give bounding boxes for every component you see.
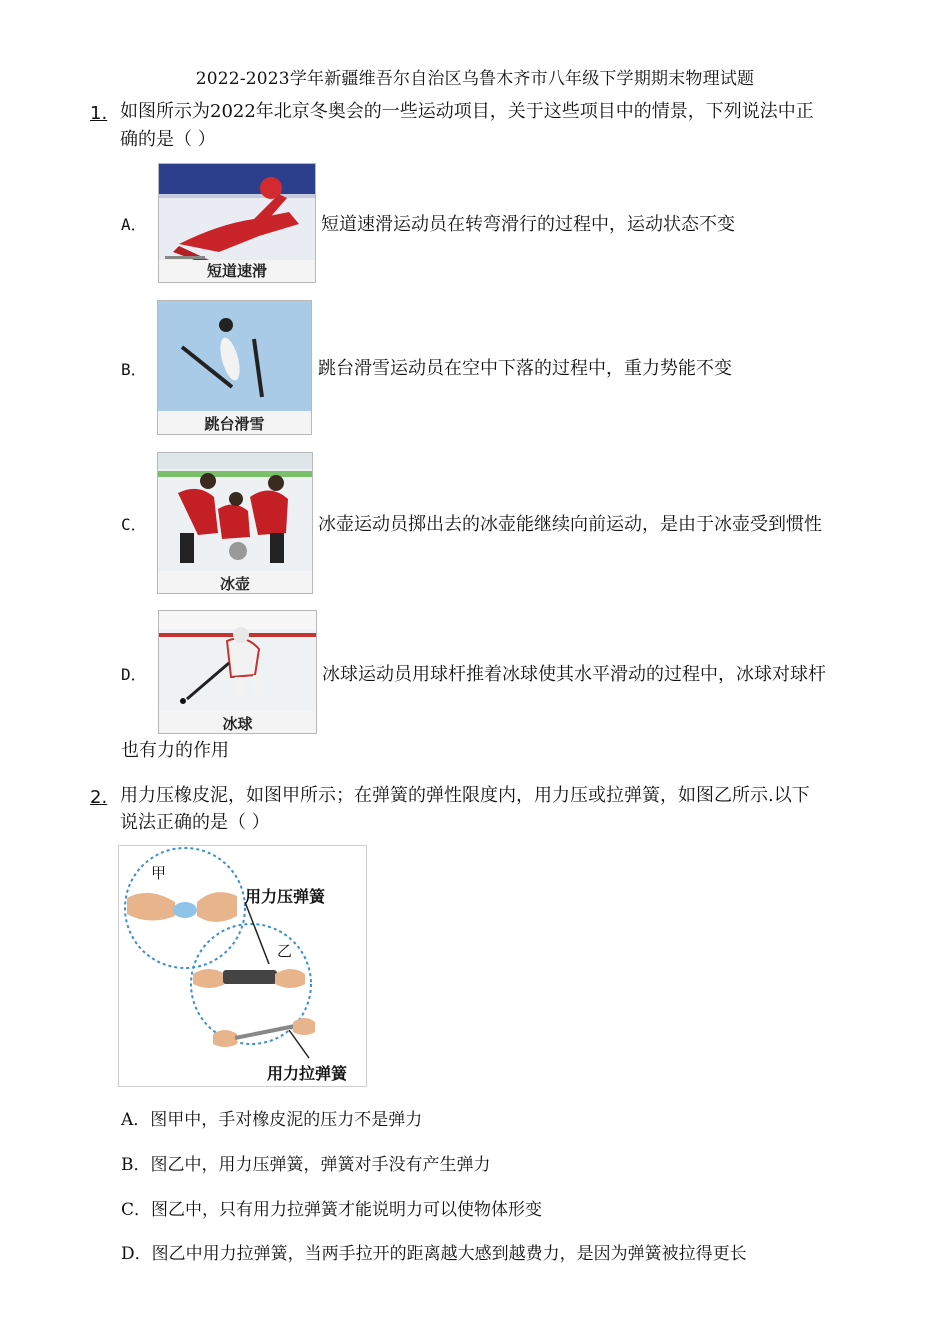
- option-a-letter: A．: [121, 215, 147, 234]
- option-b-caption: 跳台滑雪: [204, 415, 265, 433]
- option-c-letter: C．: [121, 515, 147, 534]
- figure-label-jia: 甲: [151, 864, 167, 882]
- question-2-choice-b: B．图乙中，用力压弹簧，弹簧对手没有产生弹力: [121, 1155, 491, 1175]
- page-title: 2022-2023学年新疆维吾尔自治区乌鲁木齐市八年级下学期期末物理试题: [195, 69, 755, 89]
- figure-label-pull: 用力拉弹簧: [267, 1064, 348, 1083]
- question-2-text-line2: 说法正确的是（ ）: [120, 812, 270, 833]
- question-1-text-line2: 确的是（ ）: [120, 129, 216, 150]
- question-2-text-line1: 用力压橡皮泥，如图甲所示；在弹簧的弹性限度内，用力压或拉弹簧，如图乙所示.以下: [120, 785, 810, 806]
- question-2-number: 2.: [90, 787, 108, 808]
- option-d-text: 冰球运动员用球杆推着冰球使其水平滑动的过程中，冰球对球杆: [322, 664, 826, 685]
- question-2-choice-a: A．图甲中，手对橡皮泥的压力不是弹力: [121, 1110, 423, 1130]
- option-d-letter: D．: [121, 665, 147, 684]
- option-d-caption: 冰球: [222, 715, 253, 733]
- option-d-photo: [158, 610, 317, 734]
- option-c-text: 冰壶运动员掷出去的冰壶能继续向前运动，是由于冰壶受到惯性: [318, 514, 822, 535]
- question-2-choice-c: C．图乙中，只有用力拉弹簧才能说明力可以使物体形变: [121, 1200, 543, 1220]
- option-d-text-continued: 也有力的作用: [121, 740, 229, 761]
- figure-label-press: 用力压弹簧: [245, 887, 326, 906]
- option-a-text: 短道速滑运动员在转弯滑行的过程中，运动状态不变: [321, 214, 735, 235]
- question-2-choice-d: D．图乙中用力拉弹簧，当两手拉开的距离越大感到越费力，是因为弹簧被拉得更长: [121, 1244, 747, 1264]
- figure-label-yi: 乙: [277, 942, 293, 960]
- option-b-letter: B．: [121, 360, 147, 379]
- question-2-figure: [118, 845, 367, 1087]
- option-b-text: 跳台滑雪运动员在空中下落的过程中，重力势能不变: [318, 358, 732, 379]
- option-a-photo: [158, 163, 316, 283]
- question-1-number: 1.: [90, 103, 108, 124]
- option-c-photo: [157, 452, 313, 594]
- option-a-caption: 短道速滑: [206, 262, 267, 280]
- question-1-text-line1: 如图所示为2022年北京冬奥会的一些运动项目，关于这些项目中的情景，下列说法中正: [120, 101, 814, 122]
- option-b-photo: [157, 300, 312, 435]
- option-c-caption: 冰壶: [219, 575, 250, 593]
